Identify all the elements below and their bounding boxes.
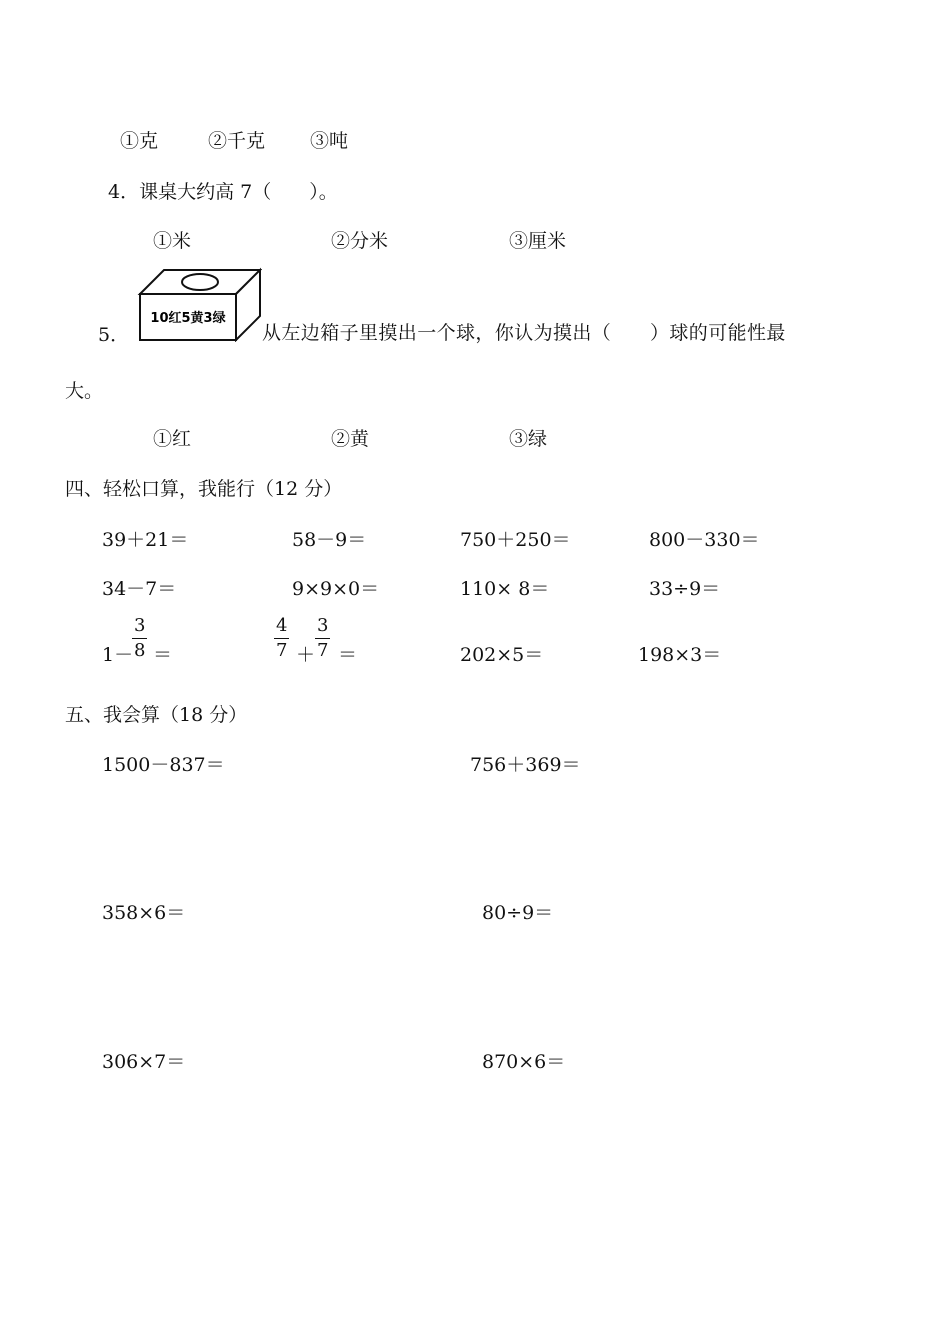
- fraction-denominator: 7: [276, 640, 288, 661]
- q3-option-3: ③吨: [310, 130, 349, 152]
- mental-math-item: 33÷9＝: [649, 578, 721, 600]
- fraction-numerator: 4: [276, 615, 288, 636]
- fraction-expr-2-plus: ＋: [296, 644, 316, 666]
- ball-box-illustration: [136, 266, 262, 342]
- section5-title: 五、我会算（18 分）: [65, 704, 248, 726]
- mental-math-item: 202×5＝: [460, 644, 544, 666]
- section4-title: 四、轻松口算，我能行（12 分）: [65, 478, 343, 500]
- q5-option-1: ①红: [153, 428, 192, 450]
- q4-question: 4．课桌大约高 7（ ）。: [108, 181, 338, 203]
- q4-option-1: ①米: [153, 230, 192, 252]
- q5-option-2: ②黄: [331, 428, 370, 450]
- fraction-numerator: 3: [134, 615, 146, 636]
- fraction-denominator: 7: [317, 640, 329, 661]
- q5-option-3: ③绿: [509, 428, 548, 450]
- mental-math-item: 58－9＝: [292, 529, 367, 551]
- fraction-expr-2-equals: ＝: [338, 644, 358, 666]
- q5-question: 从左边箱子里摸出一个球，你认为摸出（ ）球的可能性最: [262, 322, 786, 344]
- fraction-3-8: [132, 617, 147, 660]
- fraction-4-7: [274, 617, 289, 660]
- mental-math-item: 39＋21＝: [102, 529, 189, 551]
- calculation-item: 80÷9＝: [482, 902, 554, 924]
- q4-option-3: ③厘米: [509, 230, 567, 252]
- fraction-expr-1-prefix: 1－: [102, 644, 134, 666]
- q4-option-2: ②分米: [331, 230, 389, 252]
- mental-math-item: 9×9×0＝: [292, 578, 380, 600]
- q3-option-2: ②千克: [208, 130, 266, 152]
- fraction-3-7: [315, 617, 330, 660]
- fraction-denominator: 8: [134, 640, 146, 661]
- q5-number: 5．: [98, 324, 130, 346]
- fraction-expr-1-equals: ＝: [153, 644, 173, 666]
- mental-math-item: 198×3＝: [638, 644, 722, 666]
- calculation-item: 306×7＝: [102, 1051, 186, 1073]
- box-label: 10红5黄3绿: [150, 311, 226, 326]
- mental-math-item: 110× 8＝: [460, 578, 550, 600]
- mental-math-item: 800－330＝: [649, 529, 760, 551]
- mental-math-item: 750＋250＝: [460, 529, 571, 551]
- calculation-item: 870×6＝: [482, 1051, 566, 1073]
- fraction-numerator: 3: [317, 615, 329, 636]
- calculation-item: 358×6＝: [102, 902, 186, 924]
- calculation-item: 1500－837＝: [102, 754, 225, 776]
- mental-math-item: 34－7＝: [102, 578, 177, 600]
- calculation-item: 756＋369＝: [470, 754, 581, 776]
- q5-question-continued: 大。: [65, 380, 104, 402]
- q3-option-1: ①克: [120, 130, 159, 152]
